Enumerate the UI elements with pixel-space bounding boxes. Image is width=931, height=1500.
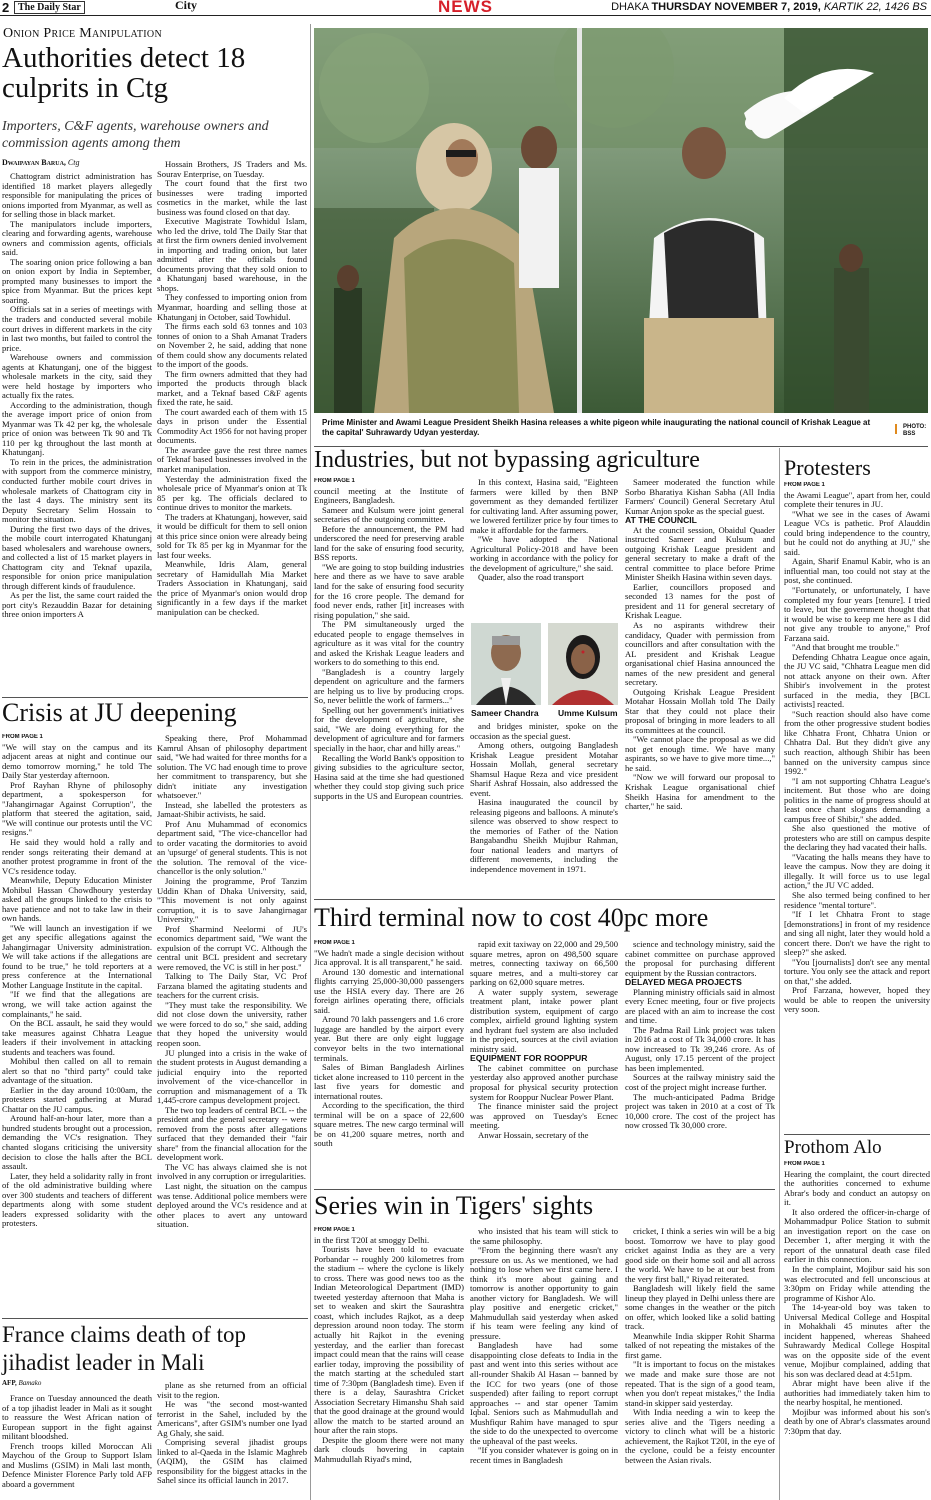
paragraph: Quader, also the road transport [478, 572, 584, 583]
from-page-kicker: FROM PAGE 1 [314, 940, 355, 946]
industries-column-3 [625, 478, 775, 891]
portrait-umme-kulsum [548, 623, 618, 705]
paragraph: Yesterday the administration fixed the wholesale price of Myanmar's onion at Tk 85 per kg. The officials declared to continue drives to monitor the markets. [157, 473, 307, 513]
paragraph: "If we find that the allegations are wrong, we will take action against the complainants," he said. [2, 989, 152, 1019]
paragraph: Chattogram district administration has identified 18 market players allegedly responsible for manipulating the prices of onions imported from Myanmar, as well as for selling those in black market. [2, 172, 152, 220]
from-page-kicker: FROM PAGE 1 [784, 482, 825, 488]
france-column-1 [2, 1394, 152, 1500]
paragraph: Among others, outgoing Bangladesh Krishak League president Motahar Hossain Mollah, general secretary Shamsul Haque Reza and vice president Sharif Ashraf Hossain, also addressed the event. [470, 740, 618, 798]
protesters-column [784, 482, 930, 1130]
subhead: DELAYED MEGA PROJECTS [625, 977, 742, 988]
divider [2, 1318, 308, 1319]
paragraph: "Vacating the halls means they have to leave the campus. Now they are doing it illegally. It will force us to use legal action," the JU VC added. [784, 851, 930, 891]
paragraph: They confessed to importing onion from Myanmar, hoarding and selling those at Khatunganj in October, said Towhidul. [157, 292, 307, 322]
credit-marker [895, 424, 897, 434]
paragraph: "We have adopted the National Agricultural Policy-2018 and have been working in accordance with the policy for the development of agriculture," she said. [470, 534, 618, 573]
news-photo [314, 28, 928, 413]
photo-credit [903, 424, 926, 437]
paragraph: She also termed being confined to her residence "mental torture". [784, 889, 930, 910]
paragraph: Prof Farzana, however, hoped they would be able to reopen the university very soon. [784, 985, 930, 1015]
france-byline [2, 1379, 41, 1387]
photo-caption: Prime Minister and Awami League President Sheikh Hasina releases a white pigeon while inaugurating the national council of Krishak League at the capital' Suhrawardy Udyan yesterday. [322, 418, 871, 437]
divider [314, 1189, 775, 1190]
paragraph: "Bangladesh is a country largely dependent on agriculture and the farmers are helping us to live by producing crops. So, never belittle the work of farmers..." [314, 666, 464, 706]
paragraph: Mohibul then called on all to remain alert so that no "third party" could take advantage of the situation. [2, 1056, 152, 1086]
paragraph: Defending Chhatra League once again, the JU VC said, "Chhatra League men did not attack anyone on their own. After Shibir's involvement in the protest surfaced in the media, they [BCL activists] reacted. [784, 651, 930, 710]
paragraph: "And that brought me trouble." [792, 642, 900, 653]
paragraph: "Now we will forward our proposal to Krishak League organisational chief Sheikh Hasina for amendment to the charter," he said. [625, 772, 775, 812]
subhead: EQUIPMENT FOR ROOPPUR [470, 1053, 588, 1064]
from-page-kicker: FROM PAGE 1 [2, 734, 43, 740]
page-number: 2 [2, 0, 10, 15]
paragraph: He was "the second most-wanted terrorist in the Sahel, included by the Americans", after GSIM's number one Iyad Ag Ghaly, she said. [157, 1399, 307, 1438]
paragraph: council meeting at the Institute of Engineers, Bangladesh. [314, 485, 464, 506]
column-rule [779, 448, 780, 1500]
paragraph: Around 130 domestic and international flights carrying 25,000-30,000 passengers use the HSIA every day. There are 26 foreign airlines operating there, officials said. [314, 966, 464, 1015]
paragraph: rapid exit taxiway on 22,000 and 29,500 square metres, apron on 498,500 square metres, connecting taxiway on 66,500 square metres, and a multi-storey car parking on 62,000 square metres. [470, 940, 618, 988]
paragraph: The traders at Khatunganj, however, said it would be difficult for them to sell onion at this price since onion were already being sold for Tk 85 per kg in Myanmar for the last four weeks. [157, 511, 307, 560]
terminal-column-2 [470, 940, 618, 1185]
paragraph: French troops killed Moroccan Ali Maychou of the Group to Support Islam and Muslims (GSIM) in Mali last month, Defence Minister Florence Parly told AFP aboard a government [2, 1440, 152, 1489]
portrait-label: Sameer Chandra [471, 708, 539, 718]
section-name: City [175, 0, 197, 12]
paragraph: The 14-year-old boy was taken to Universal Medical College and Hospital in Mohakhali 45 minutes after the incident happened, whereas Shaheed Suhrawardy Medical College Hospital was on the opposite side of the event venue, Mojibur complained, adding that his son was declared dead at 4:51pm. [784, 1302, 930, 1379]
paragraph: As no aspirants withdrew their candidacy, Quader with permission from councillors and after consultation with the AL president and Krishak League organisational chief Hasina announced the names of the new president and general secretary. [625, 619, 775, 688]
paragraph: France on Tuesday announced the death of a top jihadist leader in Mali as it sought to reassure the West African nation of European support in the fight against militant bloodshed. [2, 1394, 152, 1442]
paragraph: "What we see in the cases of Awami League VCs is pathetic. Prof Alauddin could bring independence to the country, but he could not do anything at JU," she said. [784, 508, 930, 557]
paragraph: Meanwhile, Deputy Education Minister Mohibul Hassan Chowdhoury yesterday asked all the groups linked to the crisis to have patience and not to take law in their own hands. [2, 875, 152, 924]
paragraph: Sources at the railway ministry said the cost of the project might increase further. [625, 1072, 775, 1092]
paragraph: Anwar Hossain, secretary of the [478, 1129, 589, 1140]
paragraph: Officials sat in a series of meetings with the traders and conducted several mobile court drives in different markets in the city in last two months, but failed to control the price. [2, 304, 152, 353]
onion-subhead: Importers, C&F agents, warehouse owners and commission agents among them [2, 119, 269, 151]
paragraph: who insisted that his team will stick to the same philosophy. [470, 1227, 618, 1246]
woman-portrait-icon [548, 623, 618, 705]
paragraph: "We are going to stop building industries here and there as we have to save arable land for the sake of ensuring food security for the 16 crore people. The demand for food never ends, rather [it] increases with rising population," she said. [314, 561, 464, 620]
paragraph: Last night, the situation on the campus was tense. Additional police members were deployed around the VC's residence and at other places to avert any untoward situation. [157, 1180, 307, 1230]
paragraph: Prof Rayhan Rhyne of philosophy department, a spokesperson for "Jahangirnagar Against Corruption", the platform that steered the agitation, said, "We will continue our protests until the VC resigns." [2, 779, 152, 838]
photo-credit-label: PHOTO: [903, 424, 927, 430]
industries-column-2-bottom [470, 722, 618, 892]
paragraph: Talking to The Daily Star, VC Prof Farzana blamed the agitating students and teachers for the current crisis. [157, 971, 307, 1001]
paragraph: Speaking there, Prof Mohammad Kamrul Ahsan of philosophy department said, "We had waited for three months for a solution. The VC had enough time to prove her commitment to transparency, but she didn't initiate any investigation whatsoever." [157, 734, 307, 801]
paragraph: "Such reaction should also have come from the other progressive student bodies like Chhatra Front, Chhatra Union or Chhatra Dal. But they didn't give any such reaction, although Shibir has been banned on the university campus since 1992." [784, 708, 930, 777]
paragraph: Mojibur was informed about his son's death by one of Abrar's classmates around 7:30pm that day. [784, 1406, 930, 1436]
industries-column-2-top [470, 478, 618, 615]
industries-column-1 [314, 478, 464, 891]
paragraph: "You [journalists] don't see any mental torture. You only see the attack and report on that," she added. [784, 956, 930, 986]
from-page-kicker: FROM PAGE 1 [314, 478, 355, 484]
pigeon-release-photo [314, 28, 928, 413]
paragraph: Prof Sharmind Neelormi of JU's economics department said, "We want the expulsion of the corrupt VC. Although the central unit BCL president and secretary were removed, the VC is still in her post." [157, 923, 307, 972]
from-page-kicker: FROM PAGE 1 [784, 1161, 825, 1167]
series-column-3 [625, 1227, 775, 1500]
france-headline: France claims death of top jihadist leader in Mali [2, 1322, 246, 1376]
paragraph: Meanwhile, Idris Alam, general secretary of Hamidullah Mia Market Traders Association in Khatunganj, said the price of Myanmar's onion would drop significantly in a few days if the market manipulation can be checked. [157, 559, 307, 617]
paragraph: According to the specification, the third terminal will be on a space of 22,600 square metres. The new cargo terminal will be on 41,200 square metres, north and south [314, 1100, 464, 1149]
paragraph: Hearing the complaint, the court directed the authorities concerned to exhume Abrar's body and conduct an autopsy on it. [784, 1168, 930, 1208]
paragraph: "I am not supporting Chhatra League's incitement. But those who are doing politics in the name of progress should at least once chant slogans demanding a campus free of Shibir," she added. [784, 775, 930, 824]
paragraph: It also ordered the officer-in-charge of Mohammadpur Police Station to submit an investigation report on the case on December 1, after merging it with the report of the unnatural death case filed earlier in this connection. [784, 1206, 930, 1265]
paragraph: Executive Magistrate Towhidul Islam, who led the drive, told The Daily Star that at first the firm owners denied involvement in importing and trading onion, but later admitted after the officials found documents proving that they sold onion to a Khatunganj based warehouse, in the shops. [157, 216, 307, 293]
portrait-sameer-chandra [471, 623, 541, 705]
paragraph: The court found that the first two businesses were trading imported cosmetics in the market, while the last business was found closed on that day. [157, 178, 307, 217]
onion-headline: Authorities detect 18 culprits in Ctg [2, 42, 246, 104]
series-column-2 [470, 1227, 618, 1500]
onion-column-1 [2, 172, 152, 698]
paragraph: Meanwhile India skipper Rohit Sharma talked of not repeating the mistakes of the first game. [625, 1330, 775, 1360]
protesters-headline: Protesters [784, 455, 871, 480]
paragraph: The firms each sold 63 tonnes and 103 tonnes of onion to a Shah Amanat Traders on November 2, he said, adding that none of them could show any documents related to the import of the goods. [157, 321, 307, 370]
ju-headline: Crisis at JU deepening [2, 698, 237, 727]
onion-byline-place: Ctg [67, 158, 80, 167]
man-portrait-icon [471, 623, 541, 705]
divider [314, 899, 775, 900]
ju-column-2 [157, 734, 307, 1312]
paragraph: With India needing a win to keep the series alive and the Tigers needing a victory to clinch what will be a historic achievement, the Rajkot T20I, in the eye of the cyclone, could be a feisty encounter between the Asian rivals. [625, 1407, 775, 1465]
paragraph: At the council session, Obaidul Quader instructed Sameer and Kulsum and outgoing Krishak League president and general secretary to make a draft of the central committee to place before Prime Minister Sheikh Hasina within seven days. [625, 524, 775, 583]
terminal-column-3 [625, 940, 775, 1185]
industries-headline: Industries, but not bypassing agriculture [314, 447, 700, 473]
paragraph: Hasina inaugurated the council by releasing pigeons and balloons. A minute's silence was observed to show respect to the memories of Father of the Nation Bangabandhu Sheikh Mujibur Rahman, four national leaders and martyrs of different movements, including the independence movement in 1971. [470, 797, 618, 874]
paragraph: The manipulators include importers, clearing and forwarding agents, warehouse owners and commission agents, officials said. [2, 218, 152, 258]
paragraph: Again, Sharif Enamul Kabir, who is an influential man, too could not stay at the post, she continued. [784, 556, 930, 586]
paragraph: cricket, I think a series win will be a big boost. Tomorrow we have to play good cricket against India as they are a very good side on their home soil and all across the world. We have to be at our best from the very first ball," Riyad reiterated. [625, 1227, 775, 1284]
paragraph: The firm owners admitted that they had imported the products through black market, and a Teknaf based C&F agents fixed the rate, he said. [157, 368, 307, 408]
paragraph: As per the list, the same court raided the port city's Rezauddin Bazar for detaining three onion importers A [2, 590, 152, 620]
paragraph: Tourists have been told to evacuate Porbandar -- roughly 200 kilometres from the stadium -- where the cyclone is likely to cross. There was good news too as the Indian Meteorological Department (IMD) tweeted yesterday afternoon that Maha is set to weaken and skirt the Saurashtra coast, which includes Rajkot, as a deep depression around noon today. The storm actually hit Rajkot in the evening yesterday, and the earlier than forecast impact could mean that the rains will cease earlier today, improving the possibility of the match starting at the scheduled start time of 7:30pm (Bangladesh time). Even if there is a delay, Saurashtra Cricket Association Secretary Himanshu Shah said that the good drainage at the ground would allow the match to be started around an hour after the rain stops. [314, 1244, 464, 1436]
subhead: AT THE COUNCIL [625, 515, 697, 526]
paragraph: science and technology ministry, said the cabinet committee on purchase approved the proposal for purchasing different equipment by the Russian contractors. [625, 940, 775, 978]
paragraph: JU plunged into a crisis in the wake of the student protests in August demanding a judicial enquiry into the reported involvement of the vice-chancellor in corruption and mismanagement of a Tk 1,445-crore campus development project. [157, 1047, 307, 1106]
france-byline-agency: AFP, [2, 1379, 17, 1387]
paragraph: Sales of Biman Bangladesh Airlines ticket alone increased to 110 percent in the last five years for domestic and international routes. [314, 1062, 464, 1101]
paragraph: "We cannot place the proposal as we did not get enough time. We have many aspirants, so we have to give more time...," he said. [625, 734, 775, 773]
paragraph: Before the announcement, the PM had underscored the need for preserving arable land for the sake of ensuring food security, BSS reports. [314, 523, 464, 563]
paragraph: and bridges minister, spoke on the occasion as the special guest. [470, 722, 618, 741]
news-tag: NEWS [438, 0, 493, 16]
paragraph: Despite the gloom there were not many dark clouds hovering in captain Mahmudullah Riyad's mind, [314, 1434, 464, 1464]
paragraph: in the first T20I at smoggy Delhi. [314, 1234, 430, 1245]
paragraph: To rein in the prices, the administration with support from the commerce ministry, conducted further mobile court drives in wholesale markets of Chattogram city in the last 4 days. The ministry sent its Deputy Secretary Selim Hossain to monitor the situation. [2, 456, 152, 525]
paragraph: The VC has always claimed she is not involved in any corruption or irregularities. [157, 1161, 307, 1182]
paragraph: The finance minister said the project was approved on Tuesday's Ecnec meeting. [470, 1101, 618, 1131]
paragraph: The soaring onion price following a ban on onion export by India in September, prompted many businesses to import the spice from Myanmar. But the prices kept soaring. [2, 256, 152, 305]
paragraph: The PM simultaneously urged the educated people to engage themselves in agriculture as it was vital for the country and asked the Krishak League leaders and workers to do something to this end. [314, 619, 464, 668]
masthead [0, 0, 931, 16]
paragraph: He said they would hold a rally and render songs reiterating their demand at another protest programme in front of the VC's residence today. [2, 836, 152, 876]
france-byline-place: Bamako [18, 1379, 42, 1387]
paragraph: According to the administration, though the average import price of onion from Myanmar was Tk 42 per kg, the wholesale price of onion was between Tk 90 and Tk 110 per kg throughout the last month at Khatunganj. [2, 399, 152, 458]
paragraph: The cabinet committee on purchase yesterday also approved another purchase proposal for physical security protection system for Rooppur Nuclear Power Plant. [470, 1062, 618, 1102]
paragraph: Recalling the World Bank's opposition to giving subsidies to the agriculture sector, Hasina said at the time she had questioned whether they could stop giving such price supports in the US and European countries. [314, 752, 464, 801]
paragraph: Earlier in the day around 10:00am, the protesters started gathering at Murad Chattar on the JU campus. [2, 1084, 152, 1114]
paragraph: "We hadn't made a single decision without Jica approval. It is all transparent," he said. [314, 947, 464, 968]
paragraph: Sameer moderated the function while Sorbo Bharatiya Kishan Sabha (All India Farmers' Council) General Secretary Atul Kumar Anjon spoke as the special guest. [625, 478, 775, 516]
column-rule [310, 24, 311, 1500]
terminal-headline: Third terminal now to cost 40pc more [314, 903, 709, 932]
dateline-bangla: KARTIK 22, 1426 BS [823, 1, 927, 13]
paragraph: Bangladesh will likely field the same lineup they played in Delhi unless there are some changes in the weather or the pitch on offer, which looked like a solid batting track. [625, 1283, 775, 1332]
france-column-2 [157, 1381, 307, 1500]
series-column-1 [314, 1227, 464, 1500]
paragraph: Instead, she labelled the protesters as Jamaat-Shibir activists, he said. [157, 799, 307, 820]
paragraph: The court awarded each of them with 15 days in prison under the Essential Commodity Act 1956 for not having proper documents. [157, 406, 307, 446]
paragraph: Warehouse owners and commission agents at Khatunganj, one of the biggest wholesale markets in the city, said they were held hostage by importers who actually fix the rates. [2, 352, 152, 401]
paragraph: Abrar might have been alive if the authorities had immediately taken him to the nearby hospital, he mentioned. [784, 1378, 930, 1408]
paragraph: Around 70 lakh passengers and 1.6 crore luggage are handled by the airport every year. But there are only eight luggage conveyor belts in the two international terminals. [314, 1014, 464, 1063]
onion-column-2 [157, 160, 307, 688]
paragraph: The awardee gave the rest three names of Teknaf based businesses involved in the market manipulation. [157, 444, 307, 474]
paragraph: "Fortunately, or unfortunately, I have completed my four years [tenure]. I tried to leave, but the government thought that it would be wise to keep me here as I did not give any trouble to anyone," Prof Farzana said. [784, 584, 930, 643]
paragraph: "If you consider whatever is going on in recent times in Bangladesh [470, 1445, 618, 1465]
paragraph: "They must take the responsibility. We did not close down the university, rather we were forced to do so," she said, adding that they hoped the university would reopen soon. [157, 999, 307, 1048]
paragraph: During the first two days of the drives, the mobile court interrogated Khatunganj based wholesalers and warehouse owners, and collected a list of 15 market players in Chattogram city and Teknaf upazila, responsible for onion price manipulation through different kinds of fraudulence. [2, 523, 152, 591]
from-page-kicker: FROM PAGE 1 [314, 1227, 355, 1233]
terminal-column-1 [314, 940, 464, 1185]
paragraph: In this context, Hasina said, "Eighteen farmers were killed by then BNP government as they demanded fertilizer for cultivating land. After assuming power, we lowered fertilizer price by four times to make it affordable for the farmers. [470, 478, 618, 535]
onion-byline-name: Dwaipayan Barua, [2, 158, 66, 167]
dateline-date: THURSDAY NOVEMBER 7, 2019, [651, 1, 821, 13]
paragraph: "It is important to focus on the mistakes we made and make sure those are not repeated. That is the sign of a good team, when you don't repeat mistakes," the India stand-in skipper said yesterday. [625, 1359, 775, 1408]
dateline [611, 1, 927, 13]
paragraph: "If I let Chhatra Front to stage [demonstrations] in front of my residence and sing all night, later they would hold a concert there. Don't we have the right to sleep?" she asked. [784, 909, 930, 958]
paragraph: Joining the programme, Prof Tanzim Uddin Khan of Dhaka University, said, "This movement is not only against corruption, it is to save Jahangirnagar University." [157, 875, 307, 925]
paragraph: "We will launch an investigation if we get any specific allegations against the Jahangirnagar University administration. We will take actions if the allegations are found to be true," he told reporters at a press conference at the International Mother Language Institute in the capital. [2, 922, 152, 990]
paragraph: In the complaint, Mojibur said his son was electrocuted and fell unconscious at 3:30pm on Friday while attending the programme of Kishor Alo. [784, 1263, 930, 1303]
onion-byline [2, 158, 79, 167]
paragraph: Later, they held a solidarity rally in front of the old administrative building where over 300 students and teachers of different departments along with some student leaders expressed solidarity with the protesters. [2, 1170, 152, 1229]
photo-credit-source: BSS [903, 430, 916, 437]
ju-column-1 [2, 734, 152, 1312]
paragraph: The much-anticipated Padma Bridge project was taken in 2010 at a cost of Tk 10,000 crore. The cost of the project has now crossed Tk 30,000 crore. [625, 1091, 775, 1131]
paragraph: Planning ministry officials said in almost every Ecnec meeting, four or five projects are placed with an aim to increase the cost and time. [625, 986, 775, 1026]
onion-kicker: Onion Price Manipulation [3, 26, 162, 41]
paragraph: A water supply system, sewerage treatment plant, intake power plant distribution system, equipment of cargo complex, airfield ground lighting system and hydrant fuel system are also included in the project, sources at the civil aviation ministry said. [470, 986, 618, 1054]
paragraph: On the BCL assault, he said they would take measures against Chhatra League leaders if their involvement in attacking students and teachers was found. [2, 1018, 152, 1057]
paragraph: the Awami League", apart from her, could complete their tenures in JU. [784, 489, 930, 510]
paragraph: "We will stay on the campus and its adjacent areas at night and continue our demo tomorrow morning," he told The Daily Star yesterday afternoon. [2, 741, 152, 781]
paragraph: "From the beginning there wasn't any pressure on us. As we mentioned, we had nothing to lose when we first came here. I think it's more about gaining and tomorrow is another opportunity to gain another victory for Bangladesh. We will play positive and energetic cricket," Mahmudullah said yesterday when asked if his team were feeling any kind of pressure. [470, 1245, 618, 1341]
paragraph: She also questioned the motive of protesters who are still on campus despite the declaring they had vacated their halls. [784, 823, 930, 853]
paragraph: Spelling out her government's initiatives for the development of agriculture, she said, "We are doing everything for the development of agriculture and for farmers specially in the haor, char and hilly areas." [314, 704, 464, 753]
prothom-column [784, 1161, 930, 1500]
paragraph: Earlier, councillors proposed and seconded 13 names for the post of president and 11 for general secretary of Krishak League. [625, 581, 775, 621]
paragraph: Prof Anu Muhammad of economics department said, "The vice-chancellor had to order vacating the dormitories to avoid an 'upsurge' of general students. This is not the solution. The removal of the vice-chancellor is the only solution." [157, 818, 307, 877]
divider [784, 1134, 930, 1135]
paragraph: Around half-an-hour later, more than a hundred students brought out a procession, demanding the VC's resignation. They chanted slogans criticising the university decision to close the halls after the BCL assault. [2, 1113, 152, 1172]
paragraph: The Padma Rail Link project was taken in 2016 at a cost of Tk 34,000 crore. It has now increased to Tk 39,246 crore. As of August, only 17.15 percent of the project has been implemented. [625, 1024, 775, 1073]
dateline-city: DHAKA [611, 1, 649, 13]
paragraph: Sameer and Kulsum were joint general secretaries of the outgoing committee. [314, 504, 464, 525]
series-headline: Series win in Tigers' sights [314, 1191, 594, 1220]
paragraph: The two top leaders of central BCL -- the president and the general secretary -- were removed from the posts after allegations surfaced that they demanded their "fair share" from the financial allocation for the development work. [157, 1104, 307, 1163]
paragraph: Outgoing Krishak League President Motahar Hossain Mollah told The Daily Star that they could not place their proposal of bringing in more leaders to all its committees at the council. [625, 686, 775, 735]
paragraph: Hossain Brothers, JS Traders and Ms. Sourav Enterprise, on Tuesday. [157, 160, 307, 179]
paragraph: Comprising several jihadist groups linked to al-Qaeda in the Islamic Maghreb (AQIM), the GSIM has claimed responsibility for the biggest attacks in the Sahel since its official launch in 2017. [157, 1437, 307, 1486]
portrait-label: Umme Kulsum [558, 708, 618, 718]
prothom-headline: Prothom Alo [784, 1137, 882, 1158]
paragraph: Bangladesh have had some disappointing close defeats to India in the past and went into this series without ace all-rounder Shakib Al Hasan -- banned by the ICC for two years (one of those suspended) after failing to report corrupt approaches -- and star opener Tamim Iqbal. Seniors such as Mahmudullah and Mushfiqur Rahim have managed to spur the side to do the unexpected to overcome the upheaval of the past weeks. [470, 1340, 618, 1446]
paper-logo: The Daily Star [14, 1, 85, 14]
paragraph: plane as she returned from an official visit to the region. [157, 1381, 307, 1400]
